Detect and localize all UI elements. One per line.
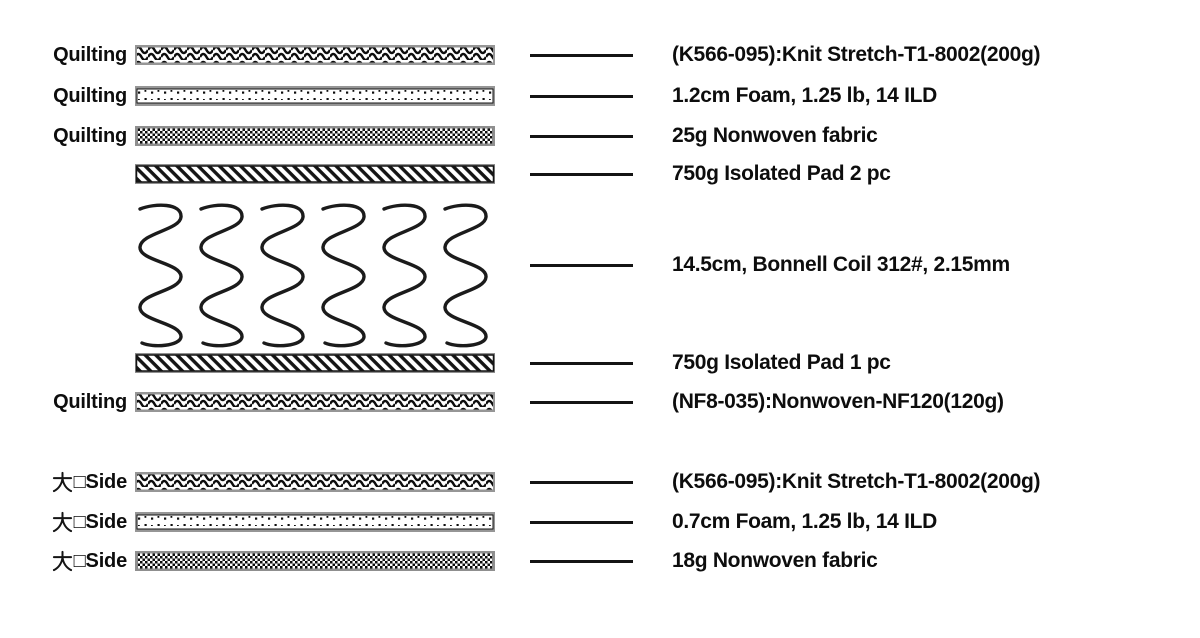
connector-line — [530, 95, 633, 98]
cjk-da-character-icon — [52, 511, 73, 533]
connector-line — [530, 401, 633, 404]
layer-left-label — [0, 510, 127, 534]
connector-line — [530, 54, 633, 57]
layer-bar-dots — [135, 86, 495, 106]
layer-left-label — [0, 470, 127, 494]
layer-spec: (K566-095):Knit Stretch-T1-8002(200g) — [672, 470, 1041, 493]
left-label-text: Quilting — [53, 390, 127, 413]
left-label-text: Quilting — [53, 124, 127, 147]
layer-bar-dots — [135, 512, 495, 532]
cjk-da-character-icon — [52, 471, 73, 493]
layer-bar-diagonal — [135, 353, 495, 373]
bonnell-coils-drawing — [135, 199, 495, 351]
layer-bar-wave — [135, 45, 495, 65]
layer-spec: (K566-095):Knit Stretch-T1-8002(200g) — [672, 43, 1041, 66]
layer-bar-wave — [135, 392, 495, 412]
connector-line — [530, 362, 633, 365]
layer-left-label — [0, 124, 127, 148]
connector-line — [530, 264, 633, 267]
layer-spec: 750g Isolated Pad 1 pc — [672, 351, 891, 374]
layer-spec: 18g Nonwoven fabric — [672, 549, 878, 572]
layer-left-label — [0, 84, 127, 108]
connector-line — [530, 135, 633, 138]
left-label-text: □Side — [73, 510, 127, 533]
left-label-text: Quilting — [53, 43, 127, 66]
layer-left-label — [0, 43, 127, 67]
layer-spec: 750g Isolated Pad 2 pc — [672, 162, 891, 185]
layer-spec: 0.7cm Foam, 1.25 lb, 14 ILD — [672, 510, 938, 533]
layer-spec: (NF8-035):Nonwoven-NF120(120g) — [672, 390, 1004, 413]
layer-bar-diagonal — [135, 164, 495, 184]
left-label-text: □Side — [73, 549, 127, 572]
layer-bar-checker — [135, 126, 495, 146]
layer-left-label — [0, 390, 127, 414]
layer-bar-wave — [135, 472, 495, 492]
left-label-text: □Side — [73, 470, 127, 493]
cjk-da-character-icon — [52, 550, 73, 572]
connector-line — [530, 560, 633, 563]
layer-left-label — [0, 549, 127, 573]
connector-line — [530, 173, 633, 176]
connector-line — [530, 481, 633, 484]
left-label-text: Quilting — [53, 84, 127, 107]
layer-spec: 14.5cm, Bonnell Coil 312#, 2.15mm — [672, 253, 1010, 276]
layer-spec: 1.2cm Foam, 1.25 lb, 14 ILD — [672, 84, 938, 107]
layer-spec: 25g Nonwoven fabric — [672, 124, 878, 147]
connector-line — [530, 521, 633, 524]
layer-bar-checker — [135, 551, 495, 571]
